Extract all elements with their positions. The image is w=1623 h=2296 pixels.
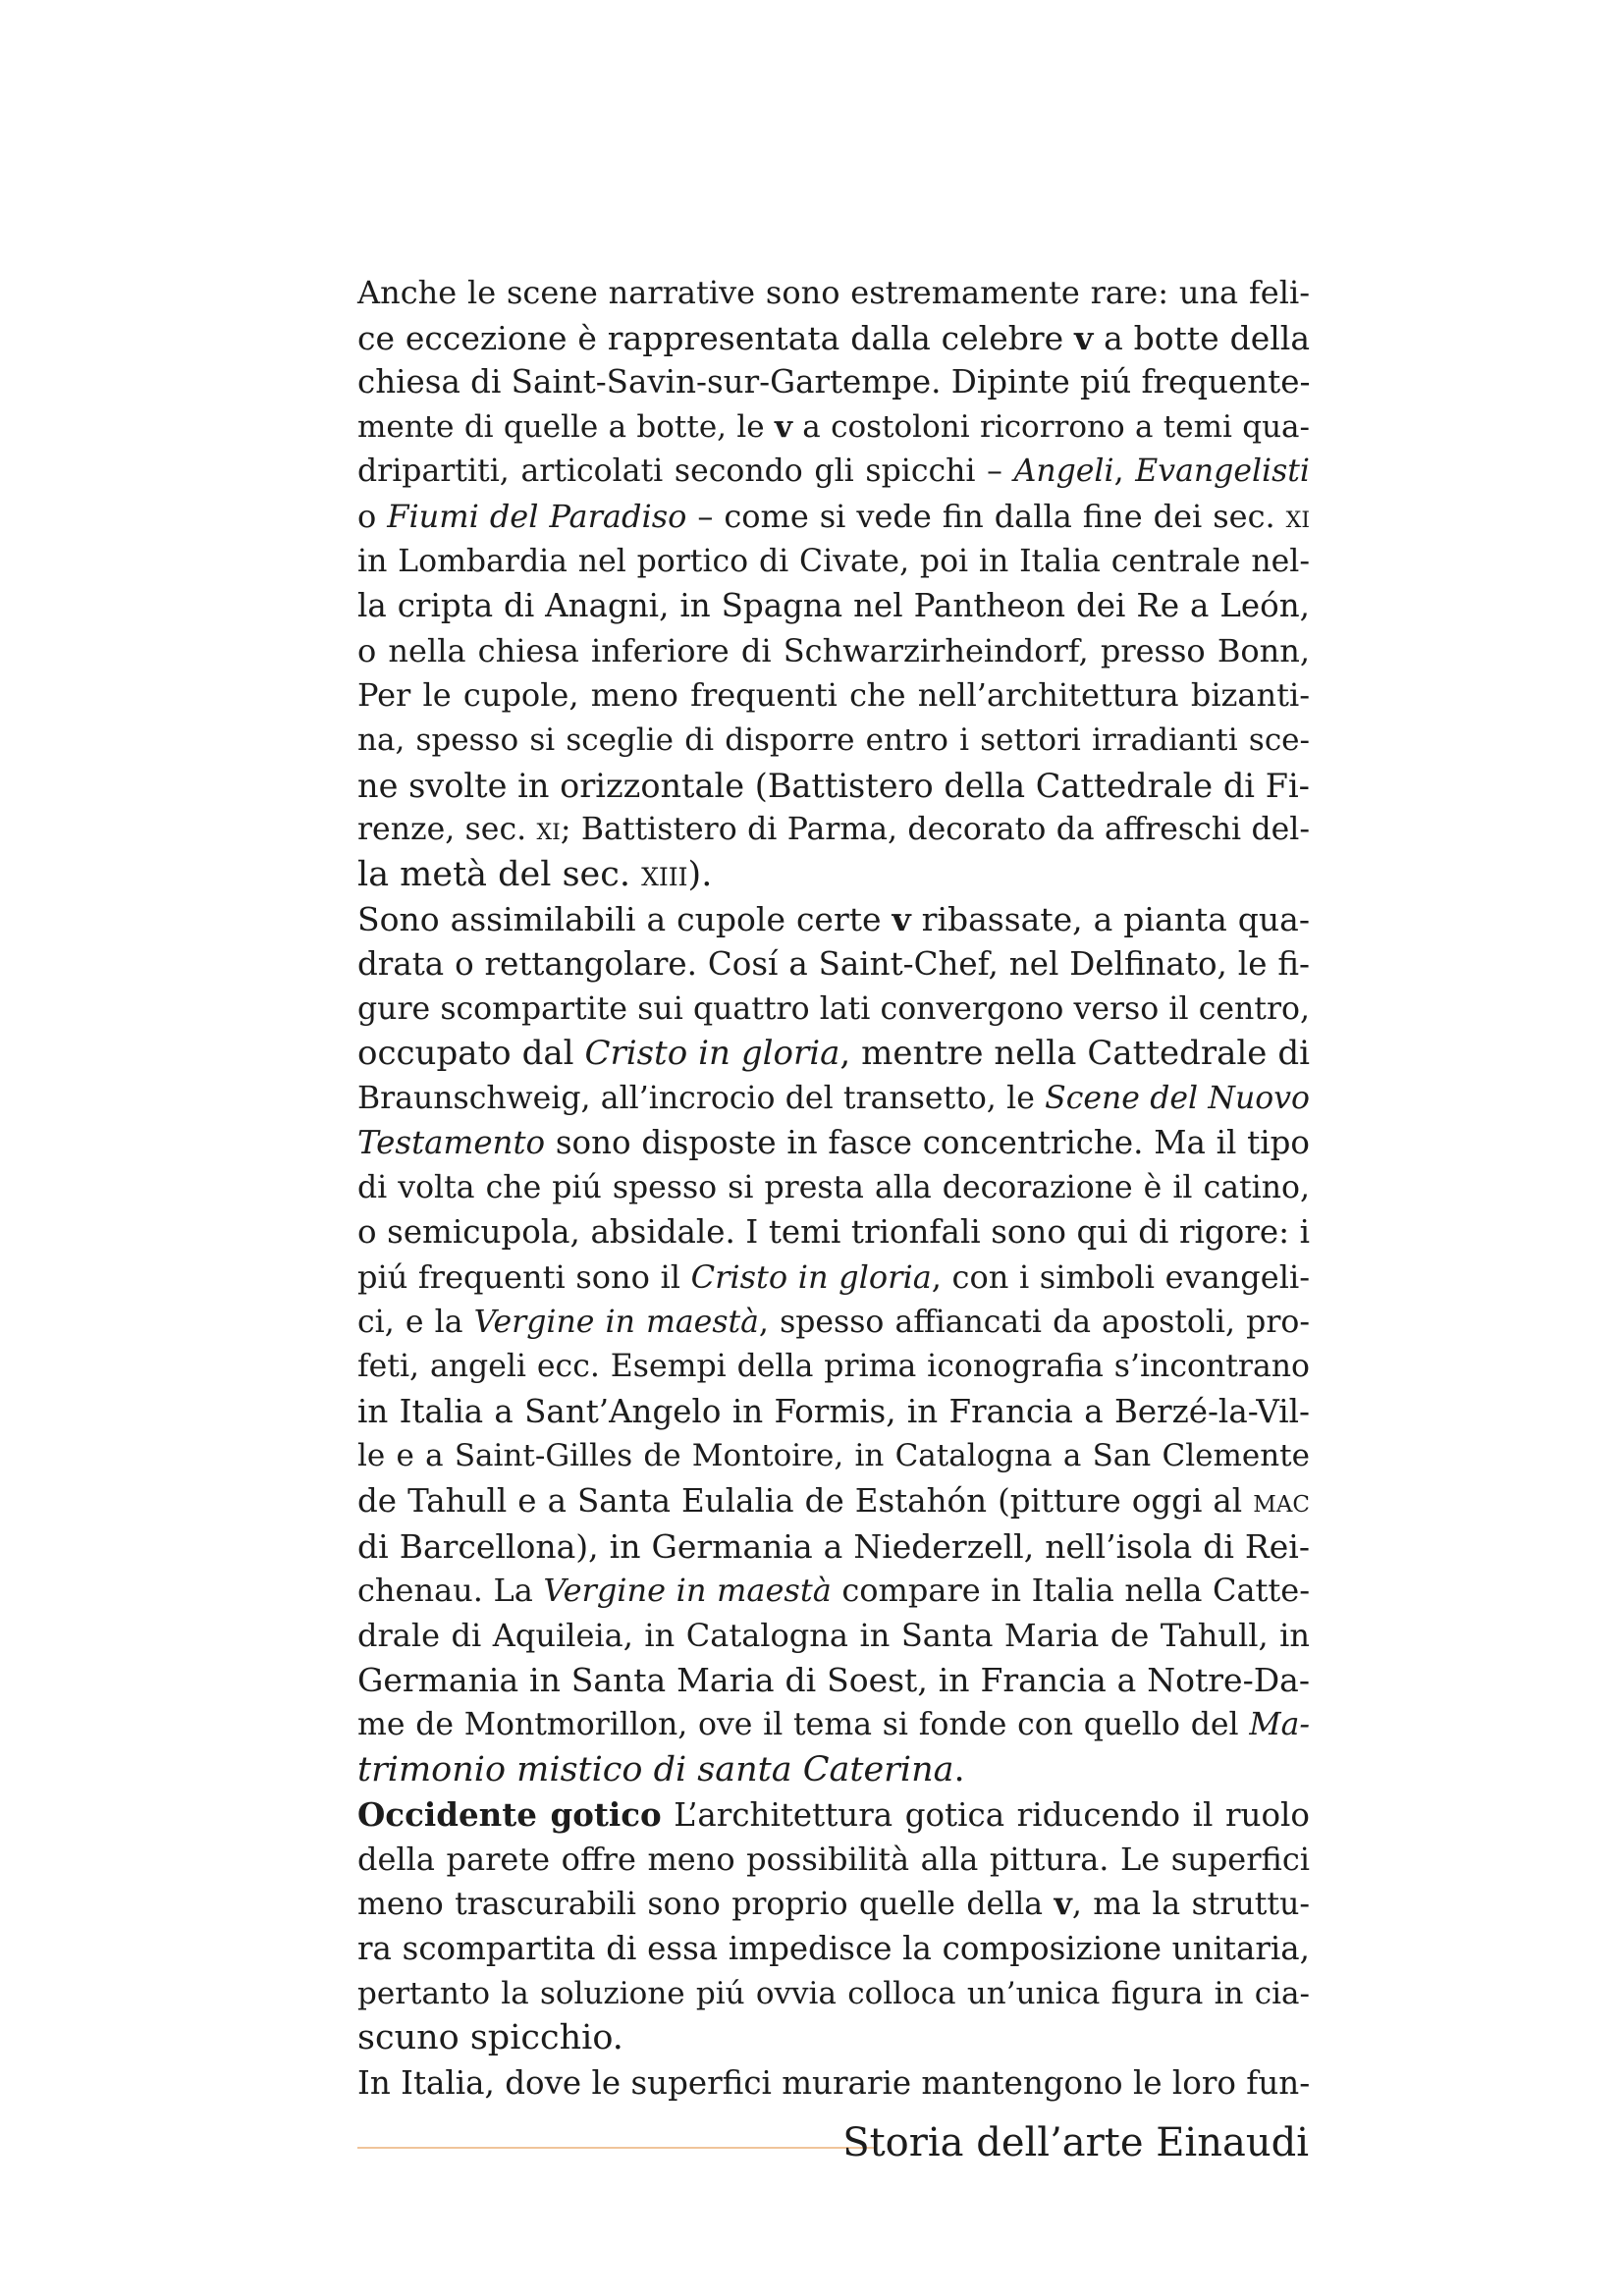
text-line (357, 1121, 1310, 1166)
italic-title: Vergine in maestà (543, 1572, 832, 1610)
text-span: scuno spicchio. (357, 2018, 623, 2058)
small-caps-text: xi (536, 812, 561, 848)
italic-title: trimonio mistico di santa Caterina (357, 1749, 954, 1789)
text-span: drata o rettangolare. Cosí a Saint-Chef, nel Delfinato, le fi- (357, 944, 1310, 983)
text-span: occupato dal (357, 1034, 585, 1074)
text-span: a costoloni ricorrono a temi qua- (791, 408, 1310, 445)
text-span: ; Battistero di Parma, decorato da affreschi del- (560, 812, 1310, 848)
text-span: compare in Italia nella Catte- (831, 1572, 1311, 1610)
text-span: ne svolte in orizzontale (Battistero della Cattedrale di Fi- (357, 766, 1310, 805)
text-line (357, 764, 1310, 809)
text-line (357, 1927, 1310, 1972)
text-span: in Lombardia nel portico di Civate, poi in Italia centrale nel- (357, 543, 1310, 579)
text-span: – come si vede fin dalla fine dei sec. (686, 497, 1286, 535)
text-span: de Tahull e a Santa Eulalia de Estahón (pitture oggi al (357, 1482, 1254, 1521)
text-line (357, 1524, 1310, 1570)
bold-term: v (892, 900, 911, 939)
text-span: . (953, 1749, 965, 1789)
text-line (357, 1838, 1310, 1883)
text-span: a botte della (1093, 318, 1311, 357)
text-line (357, 405, 1310, 451)
text-span: , mentre nella Cattedrale di (839, 1034, 1310, 1074)
text-span: o (357, 497, 388, 535)
text-span: Per le cupole, meno frequenti che nell’architettura bizanti- (357, 676, 1310, 715)
text-span: le e a Saint-Gilles de Montoire, in Catalogna a San Clemente (357, 1438, 1310, 1474)
text-span: In Italia, dove le superfici murarie mantengono le loro fun- (357, 2063, 1311, 2102)
text-span: feti, angeli ecc. Esempi della prima iconografia s’incontrano (357, 1349, 1310, 1385)
text-line (357, 853, 1310, 898)
text-span: ci, e la (357, 1304, 474, 1340)
text-span: chenau. La (357, 1572, 544, 1610)
text-span: la metà del sec. (357, 854, 642, 894)
text-line (357, 808, 1310, 853)
footer-rule (357, 2147, 875, 2149)
text-line (357, 1569, 1310, 1614)
bold-term: v (1054, 1886, 1072, 1923)
text-line (357, 897, 1310, 942)
text-span: ce eccezione è rappresentata dalla celebre (357, 318, 1075, 357)
text-span: pertanto la soluzione piú ovvia colloca un’unica figura in cia- (357, 1975, 1310, 2011)
text-line (357, 1658, 1310, 1703)
text-span: Germania in Santa Maria di Soest, in Francia a Notre-Da- (357, 1661, 1310, 1700)
text-line (357, 719, 1310, 764)
italic-title: Evangelisti (1135, 454, 1311, 490)
text-span: sono disposte in fasce concentriche. Ma il tipo (545, 1124, 1310, 1162)
text-line (357, 1032, 1310, 1077)
text-line (357, 629, 1310, 674)
text-line (357, 360, 1310, 405)
text-line (357, 1255, 1310, 1301)
text-span: gure scompartite sui quattro lati convergono verso il centro, (357, 990, 1310, 1027)
text-line (357, 1748, 1310, 1793)
text-line (357, 1614, 1310, 1659)
text-line (357, 1703, 1310, 1748)
footer-title: Storia dell’arte Einaudi (842, 2120, 1309, 2165)
text-span: o nella chiesa inferiore di Schwarzirheindorf, presso Bonn, (357, 631, 1310, 669)
text-span: drale di Aquileia, in Catalogna in Santa Maria de Tahull, in (357, 1616, 1310, 1654)
text-line (357, 540, 1310, 585)
bold-term: v (774, 408, 792, 445)
text-line (357, 1479, 1310, 1524)
text-span: chiesa di Saint-Savin-sur-Gartempe. Dipinte piú frequente- (357, 363, 1311, 401)
text-line (357, 1792, 1310, 1838)
italic-title: Cristo in gloria (690, 1258, 932, 1297)
text-span: ra scompartita di essa impedisce la composizione unitaria, (357, 1929, 1310, 1967)
text-line (357, 1390, 1310, 1435)
text-line (357, 1882, 1310, 1927)
text-line (357, 2016, 1310, 2061)
text-span: della parete offre meno possibilità alla pittura. Le superfici (357, 1840, 1310, 1878)
bold-term: v (1074, 318, 1094, 357)
text-span: o semicupola, absidale. I temi trionfali sono qui di rigore: i (357, 1213, 1310, 1252)
text-span: mente di quelle a botte, le (357, 408, 775, 445)
text-span: piú frequenti sono il (357, 1258, 691, 1297)
text-span: L’architettura gotica riducendo il ruolo (661, 1796, 1310, 1835)
text-span: in Italia a Sant’Angelo in Formis, in Francia a Berzé-la-Vil- (357, 1392, 1310, 1430)
text-span: meno trascurabili sono proprio quelle della (357, 1887, 1055, 1923)
text-line (357, 316, 1310, 361)
italic-title: Scene del Nuovo (1045, 1080, 1310, 1116)
italic-title: Cristo in gloria (584, 1034, 840, 1074)
text-span: renze, sec. (357, 812, 537, 848)
text-line (357, 495, 1310, 540)
text-span: Sono assimilabili a cupole certe (357, 900, 893, 939)
text-line (357, 1434, 1310, 1479)
text-span: ). (687, 854, 713, 894)
text-line (357, 1345, 1310, 1390)
small-caps-text: xi (1285, 497, 1311, 535)
text-line (357, 1210, 1310, 1255)
text-span: dripartiti, articolati secondo gli spicchi – (357, 454, 1014, 490)
italic-title: Testamento (357, 1124, 546, 1162)
text-span: di Barcellona), in Germania a Niederzell, nell’isola di Rei- (357, 1526, 1310, 1566)
text-line (357, 584, 1310, 629)
italic-title: Vergine in maestà (473, 1304, 759, 1340)
text-line (357, 988, 1310, 1033)
text-line (357, 942, 1310, 988)
small-caps-text: mac (1253, 1482, 1310, 1521)
text-line (357, 1972, 1310, 2017)
text-line (357, 1301, 1310, 1346)
text-line (357, 1166, 1310, 1211)
text-span: me de Montmorillon, ove il tema si fonde con quello del (357, 1707, 1250, 1742)
text-line (357, 450, 1310, 495)
italic-title: Ma- (1249, 1707, 1310, 1742)
text-span: Braunschweig, all’incrocio del transetto, le (357, 1080, 1046, 1116)
text-line (357, 2061, 1310, 2107)
body-text (357, 271, 1310, 2106)
text-span: la cripta di Anagni, in Spagna nel Pantheon dei Re a León, (357, 587, 1310, 625)
text-span: , ma la struttu- (1071, 1887, 1310, 1923)
bold-term: Occidente gotico (357, 1795, 662, 1835)
small-caps-text: xiii (641, 854, 688, 894)
text-span: na, spesso si sceglie di disporre entro i settori irradianti sce- (357, 721, 1310, 758)
italic-title: Fiumi del Paradiso (387, 497, 687, 535)
text-span: , (1113, 454, 1136, 490)
text-span: , spesso affiancati da apostoli, pro- (758, 1304, 1310, 1340)
text-line (357, 673, 1310, 719)
text-span: di volta che piú spesso si presta alla decorazione è il catino, (357, 1169, 1310, 1205)
italic-title: Angeli (1013, 454, 1114, 490)
text-line (357, 271, 1310, 316)
text-line (357, 1077, 1310, 1122)
text-span: Anche le scene narrative sono estremamente rare: una feli- (357, 274, 1310, 311)
text-span: ribassate, a pianta qua- (910, 900, 1310, 939)
text-span: , con i simboli evangeli- (931, 1258, 1311, 1297)
